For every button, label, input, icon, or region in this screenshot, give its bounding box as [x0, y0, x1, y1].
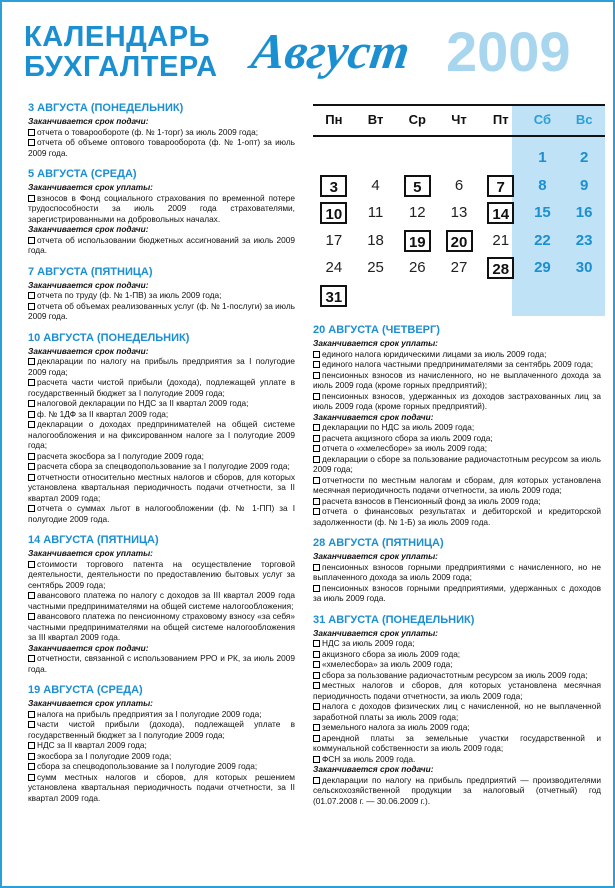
checkbox-item: пенсионных взносов горными предприятиями, удержанных с доходов за июль 2009 года.: [313, 582, 601, 603]
group-label: Заканчивается срок уплаты:: [28, 548, 153, 558]
checkbox-item: ф. № 1ДФ за II квартал 2009 года;: [28, 409, 295, 420]
month-calendar: [313, 104, 605, 316]
title-line-2: БУХГАЛТЕРА: [24, 51, 218, 83]
checkbox-item: части чистой прибыли (дохода), подлежащей уплате в государственный бюджет за I полугодие 2009 года;: [28, 719, 295, 740]
day-number: 27: [450, 259, 468, 276]
deadline-day-number: 3: [320, 175, 347, 197]
checkbox-item: НДС за II квартал 2009 года;: [28, 740, 295, 751]
calendar-day: [314, 229, 354, 253]
checkbox-item: «хмелесбора» за июль 2009 года;: [313, 659, 601, 670]
year-title: 2009: [446, 20, 571, 83]
calendar-day: [564, 174, 604, 198]
day-number: 26: [408, 259, 426, 276]
deadline-day-number: 19: [404, 230, 431, 252]
checkbox-item: акцизного сбора за июль 2009 года;: [313, 649, 601, 660]
checkbox-item: экосбора за I полугодие 2009 года;: [28, 751, 295, 762]
day-number: 1: [538, 149, 547, 166]
checkbox-item: налоговой декларации по НДС за II квартал 2009 года;: [28, 398, 295, 409]
group-label: Заканчивается срок подачи:: [28, 642, 149, 653]
day-number: 9: [579, 176, 589, 194]
calendar-day: [314, 174, 354, 198]
checkbox-item: сбора за пользование радиочастотным ресурсом за июль 2009 года;: [313, 670, 601, 681]
checkbox-item: отчетности относительно местных налогов и сборов, для которых установлена квартальная периодичность подачи отчетности, за II квартал 2009 года;: [28, 471, 295, 503]
title-line-1: КАЛЕНДАРЬ: [24, 21, 210, 53]
calendar-day: [356, 201, 396, 225]
day-number: 18: [367, 231, 384, 249]
group-label: Заканчивается срок уплаты:: [28, 182, 153, 192]
checkbox-item: расчета части чистой прибыли (дохода), подлежащей уплате в государственный бюджет за I полугодие 2009 года;: [28, 377, 295, 398]
weekday-label: Пн: [325, 112, 343, 127]
calendar-day: [564, 229, 604, 253]
day-number: 4: [371, 176, 380, 194]
checkbox-item: взносов в Фонд социального страхования по временной потере трудоспособности за июль 2009 года страхователями, зарегистрированными на добровольных началах.: [28, 192, 295, 224]
checkbox-item: стоимости торгового патента на осуществление торговой деятельности, деятельности по предоставлению бытовых услуг за сентябрь 2009 года;: [28, 558, 295, 590]
day-number: 2: [579, 149, 589, 166]
day-number: 13: [450, 204, 468, 221]
checkbox-item: отчета об объеме оптового товарооборота (ф. № 1-опт) за июль 2009 года.: [28, 137, 295, 158]
group-label: Заканчивается срок уплаты:: [313, 551, 438, 561]
checkbox-item: расчета акцизного сбора за июль 2009 года;: [313, 433, 601, 444]
calendar-day: [314, 256, 354, 280]
checkbox-item: земельного налога за июль 2009 года;: [313, 722, 601, 733]
weekday-label: Вт: [367, 112, 384, 127]
calendar-day: [356, 229, 396, 253]
deadline-section: [28, 102, 295, 158]
weekday-label: Ср: [408, 112, 426, 127]
checkbox-item: расчета сбора за спецводопользование за I полугодие 2009 года;: [28, 461, 295, 472]
checkbox-item: расчета экосбора за I полугодие 2009 года;: [28, 451, 295, 462]
day-number: 29: [534, 259, 551, 276]
day-number: 21: [492, 231, 510, 249]
calendar-day: [439, 256, 479, 280]
right-column: [313, 324, 601, 816]
deadline-day-number: 28: [487, 257, 514, 279]
day-number: 11: [367, 204, 384, 221]
calendar-day: [397, 201, 437, 225]
checkbox-item: декларации о сборе за пользование радиочастотным ресурсом за июль 2009 года;: [313, 453, 601, 474]
deadline-day-number: 20: [446, 230, 473, 252]
deadline-section: [313, 324, 601, 527]
day-number: 15: [534, 204, 551, 221]
checkbox-item: отчетности, связанной с использованием РРО и РК, за июль 2009 года.: [28, 653, 295, 674]
group-label: Заканчивается срок подачи:: [313, 411, 434, 422]
calendar-day: [522, 146, 562, 170]
checkbox-item: отчетности по местным налогам и сборам, для которых установлена месячная периодичность подачи отчетности, за июль 2009 года;: [313, 474, 601, 495]
calendar-day: [314, 201, 354, 225]
checkbox-item: отчета о финансовых результатах и дебиторской и кредиторской задолженности (ф. № 1-Б) за июль 2009 года.: [313, 506, 601, 527]
checkbox-item: арендной платы за земельные участки государственной и коммунальной собственности за июль 2009 года;: [313, 732, 601, 753]
deadline-day-number: 31: [320, 285, 347, 307]
day-number: 12: [408, 204, 426, 221]
checkbox-item: декларации по налогу на прибыль предприятия за I полугодие 2009 года;: [28, 356, 295, 377]
section-heading: 31 АВГУСТА (ПОНЕДЕЛЬНИК): [313, 613, 475, 626]
checkbox-item: авансового платежа по пенсионному страховому взносу «за себя» частными предпринимателями на общей системе налогообложения за III квартал 2009 года.: [28, 611, 295, 642]
day-number: 23: [575, 231, 593, 249]
calendar-day: [397, 229, 437, 253]
group-label: Заканчивается срок уплаты:: [28, 698, 153, 708]
checkbox-item: отчета о товарообороте (ф. № 1-торг) за июль 2009 года;: [28, 127, 295, 138]
deadline-section: [28, 534, 295, 674]
calendar-day: [522, 256, 562, 280]
group-label: Заканчивается срок подачи:: [28, 116, 149, 126]
calendar-day: [397, 174, 437, 198]
section-heading: 28 АВГУСТА (ПЯТНИЦА): [313, 537, 444, 549]
deadline-day-number: 10: [320, 202, 347, 224]
calendar-day: [522, 174, 562, 198]
calendar-day: [439, 229, 479, 253]
checkbox-item: отчета о «хмелесборе» за июль 2009 года;: [313, 443, 601, 454]
day-number: 8: [538, 176, 547, 194]
page-title: [24, 22, 218, 82]
day-number: 24: [325, 259, 343, 276]
calendar-day: [481, 201, 521, 225]
calendar-day: [522, 229, 562, 253]
calendar-day: [564, 201, 604, 225]
checkbox-item: отчета об использовании бюджетных ассигнований за июль 2009 года.: [28, 234, 295, 255]
calendar-day: [397, 256, 437, 280]
section-heading: 19 АВГУСТА (СРЕДА): [28, 684, 143, 696]
day-number: 22: [534, 231, 551, 249]
group-label: Заканчивается срок уплаты:: [313, 338, 438, 348]
section-heading: 5 АВГУСТА (СРЕДА): [28, 168, 137, 180]
deadline-section: [28, 684, 295, 803]
day-number: 25: [367, 259, 384, 276]
checkbox-item: декларации по НДС за июль 2009 года;: [313, 422, 601, 433]
calendar-day: [481, 229, 521, 253]
checkbox-item: пенсионных взносов горными предприятиями с начисленного, но не выплаченного дохода за июль 2009 года;: [313, 561, 601, 582]
group-label: Заканчивается срок подачи:: [28, 224, 149, 234]
checkbox-item: отчета по труду (ф. № 1-ПВ) за июль 2009 года;: [28, 290, 295, 301]
deadline-day-number: 14: [487, 202, 514, 224]
calendar-day: [356, 174, 396, 198]
deadline-section: [313, 537, 601, 604]
checkbox-item: единого налога юридическими лицами за июль 2009 года;: [313, 349, 601, 360]
checkbox-item: отчета об объемах реализованных услуг (ф. № 1-послуги) за июль 2009 года.: [28, 300, 295, 321]
checkbox-item: налога с доходов физических лиц с начисленной, но не выплаченной заработной платы за июль 2009 года;: [313, 701, 601, 722]
checkbox-item: авансового платежа по налогу с доходов за III квартал 2009 года частными предпринимателями на общей системе налогообложения;: [28, 590, 295, 611]
group-label: Заканчивается срок подачи:: [28, 279, 149, 290]
group-label: Заканчивается срок подачи:: [28, 345, 149, 356]
section-heading: 3 АВГУСТА (ПОНЕДЕЛЬНИК): [28, 102, 184, 114]
checkbox-item: единого налога частными предпринимателями за сентябрь 2009 года;: [313, 359, 601, 370]
day-number: 16: [575, 204, 593, 221]
calendar-day: [481, 256, 521, 280]
checkbox-item: сумм местных налогов и сборов, для которых решением установлена квартальная периодичность подачи отчетности, за II квартал 2009 года.: [28, 771, 295, 803]
calendar-day: [439, 201, 479, 225]
section-heading: 7 АВГУСТА (ПЯТНИЦА): [28, 265, 153, 278]
month-title: Август: [248, 23, 414, 79]
deadline-day-number: 5: [404, 175, 431, 197]
checkbox-item: пенсионных взносов из начисленного, но не выплаченного дохода за июль 2009 года (кроме горных предприятий);: [313, 369, 601, 390]
weekday-label: Сб: [533, 112, 552, 127]
checkbox-item: сбора за спецводопользование за I полугодие 2009 года;: [28, 761, 295, 772]
deadline-day-number: 7: [487, 175, 514, 197]
checkbox-item: декларации о доходах предпринимателей на общей системе налогообложения и на фиксированном налоге за I полугодие 2009 года;: [28, 419, 295, 450]
section-heading: 10 АВГУСТА (ПОНЕДЕЛЬНИК): [28, 331, 190, 344]
group-label: Заканчивается срок уплаты:: [313, 627, 438, 638]
calendar-day: [481, 174, 521, 198]
calendar-day: [522, 201, 562, 225]
calendar-day: [564, 256, 604, 280]
day-number: 30: [575, 259, 593, 276]
checkbox-item: НДС за июль 2009 года;: [313, 638, 601, 649]
calendar-day: [564, 146, 604, 170]
checkbox-item: налога на прибыль предприятия за I полугодие 2009 года;: [28, 709, 295, 720]
deadline-section: [28, 266, 295, 322]
deadline-section: [28, 332, 295, 525]
deadline-section: [313, 614, 601, 807]
day-number: 17: [325, 231, 343, 249]
calendar-day: [356, 256, 396, 280]
left-column: [28, 102, 295, 813]
checkbox-item: отчета о суммах льгот в налогообложении (ф. № 1-ПП) за I полугодие 2009 года.: [28, 503, 295, 524]
checkbox-item: пенсионных взносов, удержанных из доходов застрахованных лиц за июль 2009 года (кроме горных предприятий).: [313, 390, 601, 411]
deadline-section: [28, 168, 295, 256]
checkbox-item: местных налогов и сборов, для которых установлена месячная периодичность подачи отчетности, за июль 2009 года;: [313, 680, 601, 701]
section-heading: 14 АВГУСТА (ПЯТНИЦА): [28, 534, 159, 546]
checkbox-item: декларации по налогу на прибыль предприятий — производителями сельскохозяйственной продукции за налоговый (отчетный) год (01.07.2008 г. — 30.06.2009 г.).: [313, 774, 601, 806]
group-label: Заканчивается срок подачи:: [313, 764, 434, 774]
calendar-day: [439, 174, 479, 198]
calendar-day: [314, 284, 354, 308]
weekday-label: Пт: [492, 112, 509, 127]
weekday-label: Чт: [451, 112, 467, 127]
checkbox-item: ФСН за июль 2009 года.: [313, 754, 601, 765]
day-number: 6: [454, 176, 464, 194]
section-heading: 20 АВГУСТА (ЧЕТВЕРГ): [313, 324, 440, 336]
weekday-label: Вс: [575, 112, 593, 127]
checkbox-item: расчета взносов в Пенсионный фонд за июль 2009 года;: [313, 496, 601, 507]
